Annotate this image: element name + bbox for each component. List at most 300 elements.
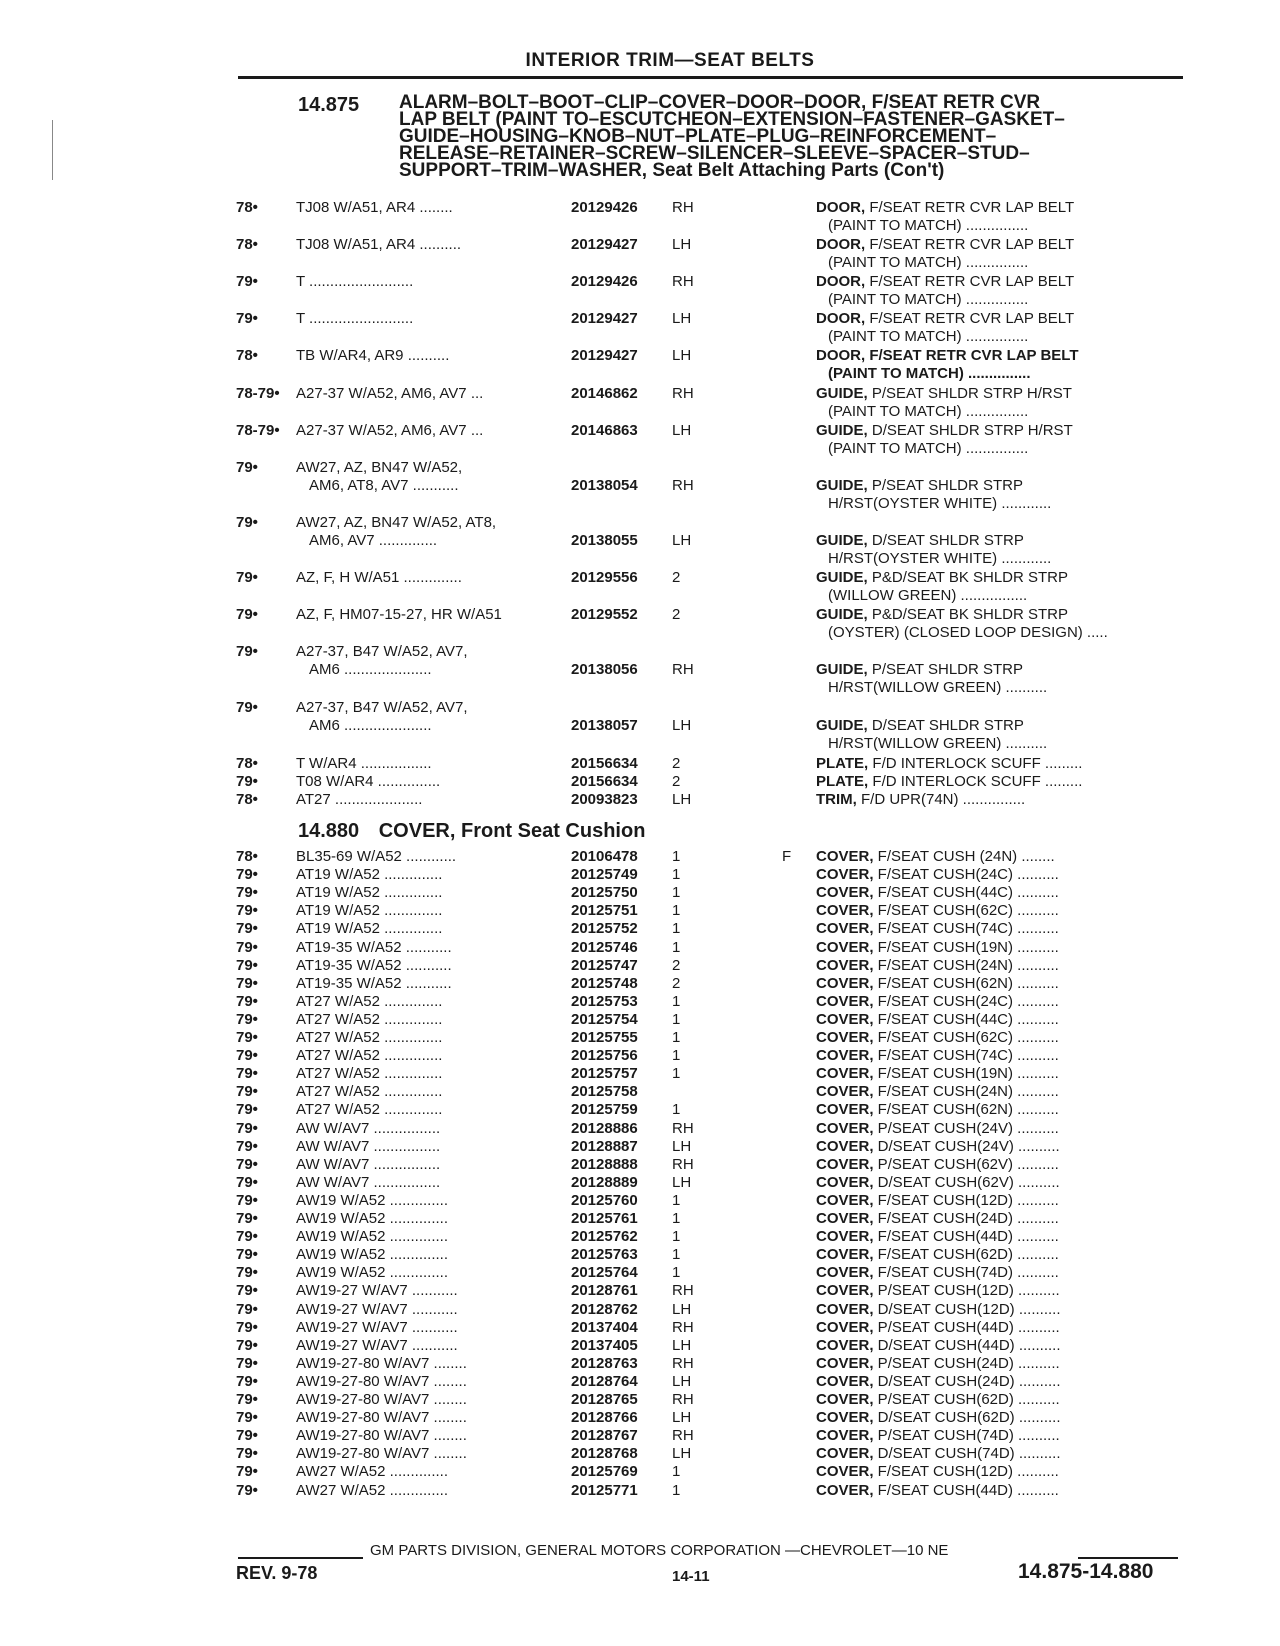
page-number: 14-11 xyxy=(672,1568,710,1585)
quantity: 1 xyxy=(672,1228,681,1246)
model-usage: AT27 W/A52 .............. xyxy=(296,1029,443,1046)
part-detail: F/SEAT RETR CVR LAP BELT xyxy=(865,273,1075,290)
model-usage: A27-37, B47 W/A52, AV7, xyxy=(296,699,468,716)
part-name: COVER, xyxy=(816,1137,874,1155)
part-description-cont: H/RST(WILLOW GREEN) .......... xyxy=(828,735,1048,752)
model-usage: AW19-27 W/AV7 ........... xyxy=(296,1282,458,1300)
part-number: 20125750 xyxy=(571,884,638,902)
part-number: 20125759 xyxy=(571,1101,638,1119)
part-name: PLATE, xyxy=(816,755,869,772)
part-number: 20128763 xyxy=(571,1354,638,1372)
part-detail: F/SEAT CUSH(12D) .......... xyxy=(873,1463,1059,1481)
part-number: 20128766 xyxy=(571,1409,638,1427)
page-title: INTERIOR TRIM—SEAT BELTS xyxy=(525,50,815,71)
part-detail: D/SEAT SHLDR STRP xyxy=(867,532,1024,549)
part-description xyxy=(816,422,1186,440)
part-number: 20125762 xyxy=(571,1228,638,1246)
part-name: COVER, xyxy=(816,1210,874,1227)
model-usage: AT27 W/A52 .............. xyxy=(296,1083,443,1101)
part-description-cont: (PAINT TO MATCH) ............... xyxy=(828,291,1029,308)
figure-ref: 79• xyxy=(236,273,258,290)
part-number: 20129427 xyxy=(571,236,638,253)
figure-ref: 79• xyxy=(236,1029,258,1046)
part-name: COVER, xyxy=(816,1282,874,1300)
quantity: LH xyxy=(672,1445,692,1463)
part-number: 20128767 xyxy=(571,1427,638,1445)
part-description xyxy=(816,1246,1186,1264)
figure-ref: 78• xyxy=(236,755,258,772)
part-detail: F/SEAT CUSH(74C) .......... xyxy=(873,920,1059,938)
part-number: 20125747 xyxy=(571,956,638,974)
part-description xyxy=(816,1174,1186,1192)
part-name: DOOR, xyxy=(816,347,866,364)
note-flag: F xyxy=(782,848,792,865)
figure-ref: 79• xyxy=(236,1300,258,1318)
figure-ref: 78• xyxy=(236,199,258,216)
part-detail: D/SEAT CUSH(12D) .......... xyxy=(873,1300,1061,1318)
part-description xyxy=(816,1264,1186,1282)
part-number: 20129427 xyxy=(571,310,638,327)
quantity: RH xyxy=(672,1282,694,1300)
part-description xyxy=(816,1319,1186,1337)
model-usage: AT19 W/A52 .............. xyxy=(296,884,443,902)
figure-ref: 79• xyxy=(236,1065,258,1083)
part-number: 20125760 xyxy=(571,1191,638,1209)
quantity: 1 xyxy=(672,938,681,956)
part-detail: F/SEAT CUSH(44D) .......... xyxy=(873,1228,1059,1246)
model-usage: AZ, F, H W/A51 .............. xyxy=(296,569,462,586)
part-number: 20093823 xyxy=(571,791,638,808)
part-detail: F/SEAT CUSH (24N) ........ xyxy=(873,848,1055,865)
part-description xyxy=(816,1301,1186,1319)
section2-title: COVER, Front Seat Cushion xyxy=(378,820,646,842)
part-name: GUIDE, xyxy=(816,477,868,494)
part-number: 20125757 xyxy=(571,1065,638,1083)
model-usage: AT27 ..................... xyxy=(296,791,423,808)
part-number: 20125752 xyxy=(571,920,638,938)
part-name: COVER, xyxy=(816,1191,874,1209)
model-usage: AW W/AV7 ................ xyxy=(296,1137,441,1155)
quantity: 1 xyxy=(672,1210,681,1227)
part-description xyxy=(816,1482,1186,1500)
quantity: LH xyxy=(672,1300,692,1318)
model-usage: A27-37, B47 W/A52, AV7, xyxy=(296,643,468,660)
part-description xyxy=(816,1391,1186,1409)
part-name: COVER, xyxy=(816,1391,874,1408)
model-usage: AW27, AZ, BN47 W/A52, AT8, xyxy=(296,514,497,531)
part-detail: F/SEAT CUSH(24C) .......... xyxy=(873,866,1059,884)
part-detail: P/SEAT CUSH(62V) .......... xyxy=(873,1155,1059,1173)
figure-ref: 79• xyxy=(236,1481,258,1499)
part-detail: F/SEAT CUSH(24C) .......... xyxy=(873,992,1059,1010)
section-title-line: LAP BELT (PAINT TO–ESCUTCHEON–EXTENSION–FASTENER–GASKET– xyxy=(399,109,1065,130)
figure-ref: 79• xyxy=(236,1336,258,1354)
part-number: 20125761 xyxy=(571,1210,638,1227)
part-name: COVER, xyxy=(816,938,874,956)
part-name: GUIDE, xyxy=(816,532,868,549)
footer-rule-left xyxy=(238,1557,363,1559)
model-usage-cont: AM6 ..................... xyxy=(309,661,432,678)
part-number: 20129556 xyxy=(571,569,638,586)
figure-ref: 79• xyxy=(236,866,258,884)
part-detail: F/SEAT CUSH(62N) .......... xyxy=(873,974,1059,992)
model-usage: AT19 W/A52 .............. xyxy=(296,902,443,920)
part-number: 20146863 xyxy=(571,422,638,439)
part-detail: P&D/SEAT BK SHLDR STRP xyxy=(867,606,1069,623)
figure-ref: 79• xyxy=(236,884,258,902)
quantity: 2 xyxy=(672,974,681,992)
part-detail: P/SEAT SHLDR STRP xyxy=(867,661,1024,678)
quantity: 2 xyxy=(672,755,681,772)
part-detail: F/SEAT CUSH(19N) .......... xyxy=(873,938,1059,956)
part-description xyxy=(816,477,1186,495)
part-number: 20129426 xyxy=(571,273,638,290)
model-usage: AT19 W/A52 .............. xyxy=(296,920,443,938)
part-name: COVER, xyxy=(816,1463,874,1481)
part-description xyxy=(816,1373,1186,1391)
part-detail: F/SEAT CUSH(62C) .......... xyxy=(873,1029,1059,1046)
part-description xyxy=(816,939,1186,957)
part-description xyxy=(816,1101,1186,1119)
model-usage: AW19-27-80 W/AV7 ........ xyxy=(296,1445,467,1463)
part-detail: D/SEAT CUSH(44D) .......... xyxy=(873,1336,1061,1354)
part-name: COVER, xyxy=(816,848,874,865)
figure-ref: 79• xyxy=(236,1445,258,1463)
part-name: COVER, xyxy=(816,1101,874,1119)
part-number: 20128889 xyxy=(571,1173,638,1191)
footer-division: GM PARTS DIVISION, GENERAL MOTORS CORPORATION —CHEVROLET—10 NE xyxy=(370,1542,949,1559)
quantity: 1 xyxy=(672,848,681,865)
part-name: DOOR, xyxy=(816,236,866,253)
part-description xyxy=(816,273,1186,291)
quantity: LH xyxy=(672,532,692,549)
part-number: 20146862 xyxy=(571,385,638,402)
figure-ref: 79• xyxy=(236,1463,258,1481)
model-usage: AW19 W/A52 .............. xyxy=(296,1210,448,1227)
model-usage: AT19-35 W/A52 ........... xyxy=(296,974,452,992)
quantity: RH xyxy=(672,1391,694,1408)
figure-ref: 79• xyxy=(236,902,258,920)
part-description xyxy=(816,1337,1186,1355)
part-detail: P/SEAT CUSH(24D) .......... xyxy=(873,1354,1060,1372)
model-usage: AW19-27-80 W/AV7 ........ xyxy=(296,1372,467,1390)
figure-ref: 79• xyxy=(236,1137,258,1155)
part-name: COVER, xyxy=(816,1246,874,1264)
part-name: COVER, xyxy=(816,1155,874,1173)
quantity: 2 xyxy=(672,606,681,623)
model-usage: AW19-27-80 W/AV7 ........ xyxy=(296,1427,467,1445)
part-description xyxy=(816,1011,1186,1029)
part-description-cont: (PAINT TO MATCH) ............... xyxy=(828,328,1029,345)
part-number: 20137405 xyxy=(571,1336,638,1354)
model-usage: AW19-27-80 W/AV7 ........ xyxy=(296,1391,467,1408)
part-detail: F/SEAT RETR CVR LAP BELT xyxy=(865,310,1075,327)
part-number: 20125764 xyxy=(571,1264,638,1282)
part-detail: F/D UPR(74N) ............... xyxy=(856,791,1026,808)
part-description xyxy=(816,606,1186,624)
figure-ref: 79• xyxy=(236,1264,258,1282)
figure-ref: 79• xyxy=(236,1210,258,1227)
part-description xyxy=(816,1029,1186,1047)
part-description xyxy=(816,1228,1186,1246)
part-name: COVER, xyxy=(816,1264,874,1282)
quantity: LH xyxy=(672,310,692,327)
part-number: 20138056 xyxy=(571,661,638,678)
part-description xyxy=(816,975,1186,993)
model-usage: AT19-35 W/A52 ........... xyxy=(296,938,452,956)
part-detail: F/SEAT CUSH(62C) .......... xyxy=(873,902,1059,920)
model-usage: AW19-27 W/AV7 ........... xyxy=(296,1300,458,1318)
section-title-line: ALARM–BOLT–BOOT–CLIP–COVER–DOOR–DOOR, F/SEAT RETR CVR xyxy=(399,92,1041,113)
part-detail: F/SEAT CUSH(12D) .......... xyxy=(873,1191,1059,1209)
section-number: 14.875 xyxy=(298,94,360,116)
model-usage: AT27 W/A52 .............. xyxy=(296,992,443,1010)
figure-ref: 79• xyxy=(236,1119,258,1137)
figure-ref: 79• xyxy=(236,992,258,1010)
quantity: 1 xyxy=(672,992,681,1010)
model-usage: AT27 W/A52 .............. xyxy=(296,1047,443,1065)
figure-ref: 78-79• xyxy=(236,422,280,439)
part-number: 20125763 xyxy=(571,1246,638,1264)
part-name: PLATE, xyxy=(816,773,869,790)
quantity: RH xyxy=(672,1354,694,1372)
part-detail: D/SEAT SHLDR STRP H/RST xyxy=(867,422,1073,439)
part-detail: F/SEAT CUSH(62D) .......... xyxy=(873,1246,1059,1264)
figure-ref: 79• xyxy=(236,974,258,992)
part-description-cont: H/RST(OYSTER WHITE) ............ xyxy=(828,495,1052,512)
part-name: COVER, xyxy=(816,1372,874,1390)
quantity: LH xyxy=(672,422,692,439)
left-margin-mark xyxy=(52,120,53,180)
part-description xyxy=(816,385,1186,403)
part-name: TRIM, xyxy=(816,791,857,808)
figure-ref: 78-79• xyxy=(236,385,280,402)
figure-ref: 79• xyxy=(236,1372,258,1390)
part-description xyxy=(816,957,1186,975)
part-detail: P/SEAT CUSH(24V) .......... xyxy=(873,1119,1059,1137)
model-usage: T08 W/AR4 ............... xyxy=(296,773,441,790)
part-number: 20125756 xyxy=(571,1047,638,1065)
section-title-line: RELEASE–RETAINER–SCREW–SILENCER–SLEEVE–SPACER–STUD– xyxy=(399,143,1030,164)
section-title xyxy=(399,94,1199,179)
quantity: LH xyxy=(672,1409,692,1427)
quantity: 1 xyxy=(672,1029,681,1046)
quantity: 1 xyxy=(672,1047,681,1065)
part-detail: P&D/SEAT BK SHLDR STRP xyxy=(867,569,1069,586)
part-number: 20128888 xyxy=(571,1155,638,1173)
quantity: RH xyxy=(672,273,694,290)
footer-rule-right xyxy=(1078,1557,1178,1559)
part-number: 20125758 xyxy=(571,1083,638,1101)
part-number: 20106478 xyxy=(571,848,638,865)
part-number: 20125755 xyxy=(571,1029,638,1046)
quantity: LH xyxy=(672,717,692,734)
model-usage: TB W/AR4, AR9 .......... xyxy=(296,347,450,364)
figure-ref: 79• xyxy=(236,310,258,327)
part-description xyxy=(816,1463,1186,1481)
model-usage: TJ08 W/A51, AR4 .......... xyxy=(296,236,462,253)
part-description xyxy=(816,310,1186,328)
part-name: GUIDE, xyxy=(816,569,868,586)
model-usage: AT27 W/A52 .............. xyxy=(296,1010,443,1028)
figure-ref: 79• xyxy=(236,938,258,956)
part-detail: F/SEAT CUSH(24N) .......... xyxy=(873,956,1059,974)
figure-ref: 79• xyxy=(236,1409,258,1427)
figure-ref: 79• xyxy=(236,459,258,476)
quantity: LH xyxy=(672,1336,692,1354)
part-detail: P/SEAT CUSH(12D) .......... xyxy=(873,1282,1060,1300)
part-number: 20128764 xyxy=(571,1372,638,1390)
part-name: COVER, xyxy=(816,974,874,992)
part-name: COVER, xyxy=(816,1065,874,1083)
figure-ref: 79• xyxy=(236,1282,258,1300)
part-description xyxy=(816,755,1186,773)
part-detail: F/SEAT CUSH(44D) .......... xyxy=(873,1481,1059,1499)
part-number: 20129426 xyxy=(571,199,638,216)
part-description xyxy=(816,1065,1186,1083)
part-name: COVER, xyxy=(816,1481,874,1499)
section-title-line: SUPPORT–TRIM–WASHER, Seat Belt Attaching Parts (Con't) xyxy=(399,160,945,181)
part-description-cont: (OYSTER) (CLOSED LOOP DESIGN) ..... xyxy=(828,624,1108,641)
part-detail: D/SEAT CUSH(74D) .......... xyxy=(873,1445,1061,1463)
part-number: 20138054 xyxy=(571,477,638,494)
part-description xyxy=(816,717,1186,735)
part-number: 20125754 xyxy=(571,1010,638,1028)
quantity: 1 xyxy=(672,1065,681,1083)
part-description-cont: (PAINT TO MATCH) ............... xyxy=(828,217,1029,234)
quantity: LH xyxy=(672,1173,692,1191)
part-detail: P/SEAT CUSH(74D) .......... xyxy=(873,1427,1060,1445)
quantity: 1 xyxy=(672,1481,681,1499)
quantity: RH xyxy=(672,385,694,402)
model-usage: AW W/AV7 ................ xyxy=(296,1155,441,1173)
figure-ref: 79• xyxy=(236,1391,258,1408)
part-name: DOOR, xyxy=(816,273,866,290)
part-name: COVER, xyxy=(816,1083,874,1101)
part-detail: P/SEAT CUSH(62D) .......... xyxy=(873,1391,1060,1408)
figure-ref: 79• xyxy=(236,643,258,660)
part-name: DOOR, xyxy=(816,310,866,327)
part-detail: D/SEAT SHLDR STRP xyxy=(867,717,1024,734)
part-detail: F/SEAT CUSH(74D) .......... xyxy=(873,1264,1059,1282)
figure-ref: 78• xyxy=(236,848,258,865)
figure-ref: 79• xyxy=(236,773,258,790)
figure-ref: 79• xyxy=(236,1010,258,1028)
part-number: 20128887 xyxy=(571,1137,638,1155)
figure-ref: 79• xyxy=(236,1318,258,1336)
figure-ref: 79• xyxy=(236,1427,258,1445)
quantity: RH xyxy=(672,1427,694,1445)
model-usage: AW19 W/A52 .............. xyxy=(296,1264,448,1282)
part-description xyxy=(816,1409,1186,1427)
quantity: 2 xyxy=(672,956,681,974)
part-name: COVER, xyxy=(816,1336,874,1354)
quantity: 1 xyxy=(672,884,681,902)
quantity: RH xyxy=(672,477,694,494)
revision-label: REV. 9-78 xyxy=(236,1563,318,1583)
part-number: 20128765 xyxy=(571,1391,638,1408)
part-name: COVER, xyxy=(816,902,874,920)
part-description xyxy=(816,848,1186,866)
part-description xyxy=(816,993,1186,1011)
part-number: 20156634 xyxy=(571,755,638,772)
part-description xyxy=(816,902,1186,920)
model-usage: AT27 W/A52 .............. xyxy=(296,1101,443,1119)
quantity: LH xyxy=(672,1372,692,1390)
model-usage: AW19-27 W/AV7 ........... xyxy=(296,1336,458,1354)
part-name: GUIDE, xyxy=(816,606,868,623)
model-usage-cont: AM6, AT8, AV7 ........... xyxy=(309,477,459,494)
model-usage: AT19 W/A52 .............. xyxy=(296,866,443,884)
figure-ref: 79• xyxy=(236,1246,258,1264)
model-usage: AW W/AV7 ................ xyxy=(296,1173,441,1191)
part-name: COVER, xyxy=(816,1354,874,1372)
part-description xyxy=(816,661,1186,679)
part-name: COVER, xyxy=(816,1173,874,1191)
section2-number: 14.880 xyxy=(298,820,360,842)
figure-ref: 79• xyxy=(236,569,258,586)
figure-ref: 79• xyxy=(236,1191,258,1209)
part-name: COVER, xyxy=(816,1427,874,1445)
part-detail: P/SEAT SHLDR STRP H/RST xyxy=(867,385,1072,402)
quantity: RH xyxy=(672,199,694,216)
part-number: 20138055 xyxy=(571,532,638,549)
part-detail: D/SEAT CUSH(24V) .......... xyxy=(873,1137,1060,1155)
part-name: GUIDE, xyxy=(816,661,868,678)
model-usage: AW19-27-80 W/AV7 ........ xyxy=(296,1354,467,1372)
part-detail: D/SEAT CUSH(62D) .......... xyxy=(873,1409,1061,1427)
part-name: COVER, xyxy=(816,1318,874,1336)
part-name: COVER, xyxy=(816,884,874,902)
part-number: 20156634 xyxy=(571,773,638,790)
part-number: 20129427 xyxy=(571,347,638,364)
figure-ref: 79• xyxy=(236,1354,258,1372)
figure-ref: 79• xyxy=(236,956,258,974)
part-description xyxy=(816,884,1186,902)
part-description xyxy=(816,1047,1186,1065)
figure-ref: 79• xyxy=(236,514,258,531)
part-description xyxy=(816,866,1186,884)
part-detail: F/SEAT CUSH(62N) .......... xyxy=(873,1101,1059,1119)
quantity: RH xyxy=(672,1318,694,1336)
quantity: RH xyxy=(672,1155,694,1173)
quantity: 1 xyxy=(672,902,681,920)
figure-ref: 78• xyxy=(236,791,258,808)
part-name: DOOR, xyxy=(816,199,866,216)
part-description-cont: (PAINT TO MATCH) ............... xyxy=(828,403,1029,420)
model-usage: T ......................... xyxy=(296,273,414,290)
quantity: 1 xyxy=(672,1463,681,1481)
part-description xyxy=(816,347,1186,365)
figure-ref: 79• xyxy=(236,606,258,623)
part-name: GUIDE, xyxy=(816,422,868,439)
part-name: COVER, xyxy=(816,1300,874,1318)
part-number: 20125769 xyxy=(571,1463,638,1481)
part-description-cont: H/RST(OYSTER WHITE) ............ xyxy=(828,550,1052,567)
model-usage: A27-37 W/A52, AM6, AV7 ... xyxy=(296,385,484,402)
figure-ref: 79• xyxy=(236,1047,258,1065)
part-name: GUIDE, xyxy=(816,385,868,402)
model-usage-cont: AM6 ..................... xyxy=(309,717,432,734)
part-description xyxy=(816,1427,1186,1445)
part-name: COVER, xyxy=(816,1409,874,1427)
model-usage: AW19-27 W/AV7 ........... xyxy=(296,1318,458,1336)
part-detail: F/SEAT CUSH(24D) .......... xyxy=(873,1210,1059,1227)
part-description xyxy=(816,236,1186,254)
part-description xyxy=(816,569,1186,587)
model-usage: T W/AR4 ................. xyxy=(296,755,432,772)
part-name: COVER, xyxy=(816,1228,874,1246)
